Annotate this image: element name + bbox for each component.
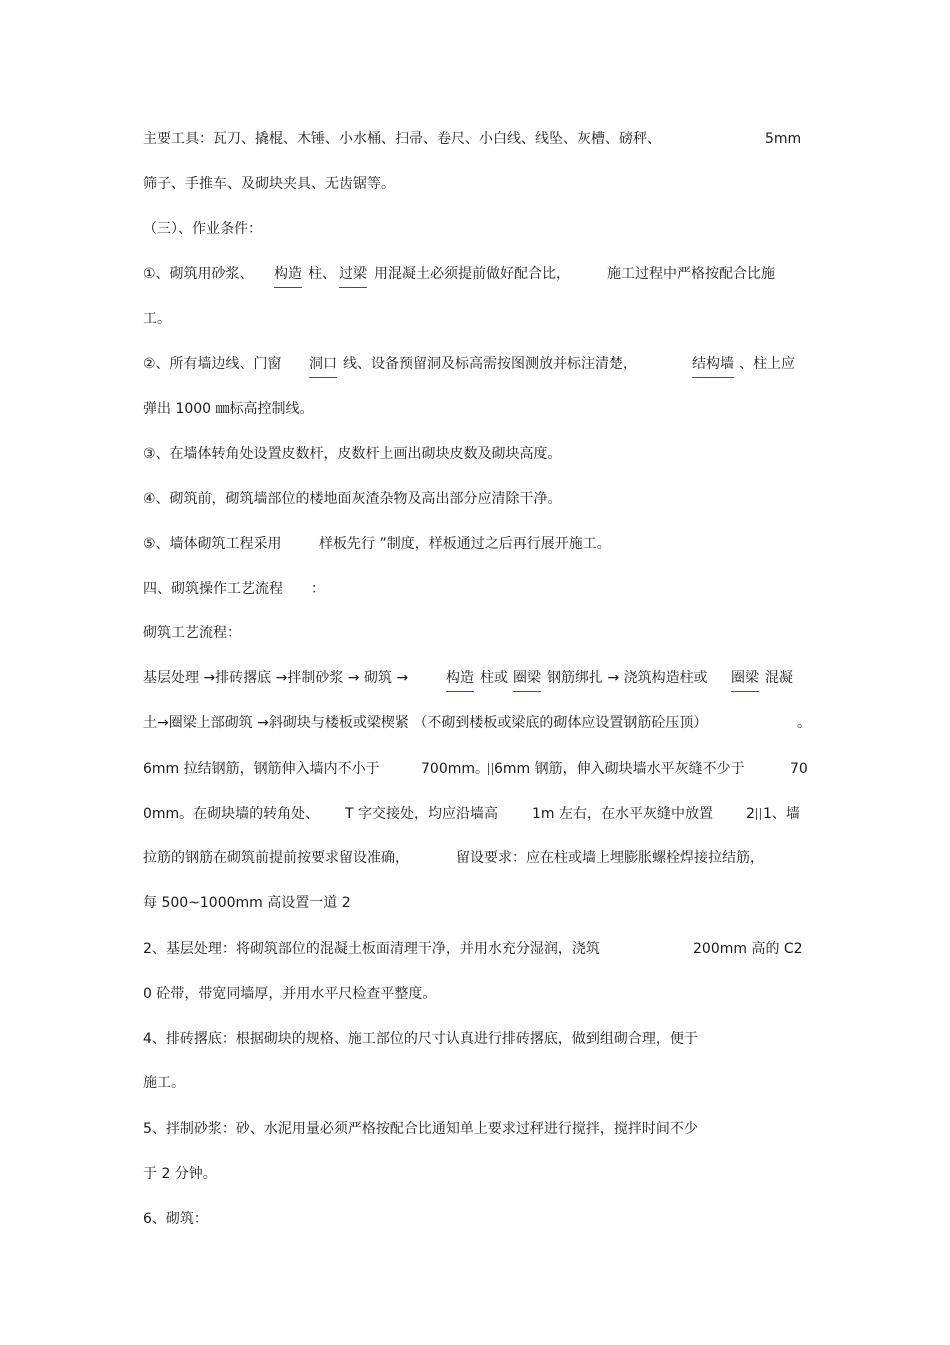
text: 1m 左右，在水平灰缝中放置	[532, 806, 713, 822]
text: 6mm 拉结钢筋，钢筋伸入墙内不小于	[143, 761, 380, 777]
tools-size: 5mm	[765, 131, 802, 147]
text: 线、设备预留洞及标高需按图测放并标注清楚，	[343, 356, 637, 372]
text: 施工过程中严格按配合比施	[607, 266, 775, 282]
link-term[interactable]: 结构墙	[692, 352, 734, 378]
text: 、柱上应	[739, 356, 795, 372]
text: 2	[746, 806, 755, 822]
text: 拉筋的钢筋在砌筑前提前按要求留设准确，	[143, 850, 409, 866]
rebar-symbol-icon	[755, 802, 762, 826]
text: 柱或	[480, 670, 508, 686]
heading-text: （三）、作业条件：	[143, 221, 262, 237]
link-term[interactable]: 构造	[446, 666, 474, 692]
link-term[interactable]: 构造	[274, 262, 302, 288]
text: 6、砌筑：	[143, 1211, 208, 1227]
text: 砌筑工艺流程：	[143, 625, 241, 641]
link-term[interactable]: 洞口	[309, 352, 337, 378]
text: 钢筋绑扎 → 浇筑构造柱或	[547, 670, 708, 686]
link-term[interactable]: 圈梁	[731, 666, 759, 692]
text: 5、拌制砂浆：砂、水泥用量必须严格按配合比通知单上要求过秤进行搅拌，搅拌时间不少	[143, 1121, 698, 1137]
text: 基层处理 →排砖撂底 →拌制砂浆 → 砌筑 →	[143, 670, 409, 686]
text: 0 砼带，带宽同墙厚，并用水平尺检查平整度。	[143, 986, 437, 1002]
heading-text: 四、砌筑操作工艺流程	[143, 581, 283, 597]
text: ④、砌筑前，砌筑墙部位的楼地面灰渣杂物及高出部分应清除干净。	[143, 491, 562, 507]
text: 土→圈梁上部砌筑 →斜砌块与楼板或梁楔紧 （不砌到楼板或梁底的砌体应设置钢筋砼压顶）	[143, 715, 708, 731]
text: ②、所有墙边线、门窗	[143, 356, 282, 372]
text: 2、基层处理：将砌筑部位的混凝土板面清理干净，并用水充分湿润，浇筑	[143, 941, 600, 957]
text: 用混凝土必须提前做好配合比，	[374, 266, 570, 282]
text: 200mm 高的 C2	[693, 941, 803, 957]
text: 1、墙	[763, 806, 800, 822]
text: 。	[797, 715, 811, 731]
text: ⑤、墙体砌筑工程采用	[143, 536, 282, 552]
text: 柱、	[308, 266, 336, 282]
rebar-symbol-icon	[487, 757, 494, 781]
text: ①、砌筑用砂浆、	[143, 266, 254, 282]
text: ③、在墙体转角处设置皮数杆，皮数杆上画出砌块皮数及砌块高度。	[143, 446, 562, 462]
tools-text-cont: 筛子、手推车、及砌块夹具、无齿锯等。	[143, 176, 395, 192]
text: 工。	[143, 311, 171, 327]
text: 4、排砖撂底：根据砌块的规格、施工部位的尺寸认真进行排砖撂底，做到组砌合理，便于	[143, 1031, 698, 1047]
text: T 字交接处，均应沿墙高	[345, 806, 499, 822]
text: 施工。	[143, 1075, 185, 1091]
link-term[interactable]: 圈梁	[513, 666, 541, 692]
heading-colon: ：	[311, 581, 325, 597]
link-term[interactable]: 过梁	[339, 262, 367, 288]
text: 70	[790, 761, 808, 777]
text: 弹出 1000 ㎜标高控制线。	[143, 401, 314, 417]
text: 6mm 钢筋，伸入砌块墙水平灰缝不少于	[494, 761, 745, 777]
text: 于 2 分钟。	[143, 1166, 217, 1182]
tools-text: 主要工具：瓦刀、撬棍、木锤、小水桶、扫帚、卷尺、小白线、线坠、灰槽、磅秤、	[143, 131, 661, 147]
text: 0mm。在砌块墙的转角处、	[143, 806, 320, 822]
text: 每 500~1000mm 高设置一道 2	[143, 895, 351, 911]
text: 样板先行 ”制度，样板通过之后再行展开施工。	[319, 536, 611, 552]
text: 700mm。	[421, 761, 489, 777]
text: 留设要求：应在柱或墙上埋膨胀螺栓焊接拉结筋，	[456, 850, 764, 866]
text: 混凝	[765, 670, 793, 686]
